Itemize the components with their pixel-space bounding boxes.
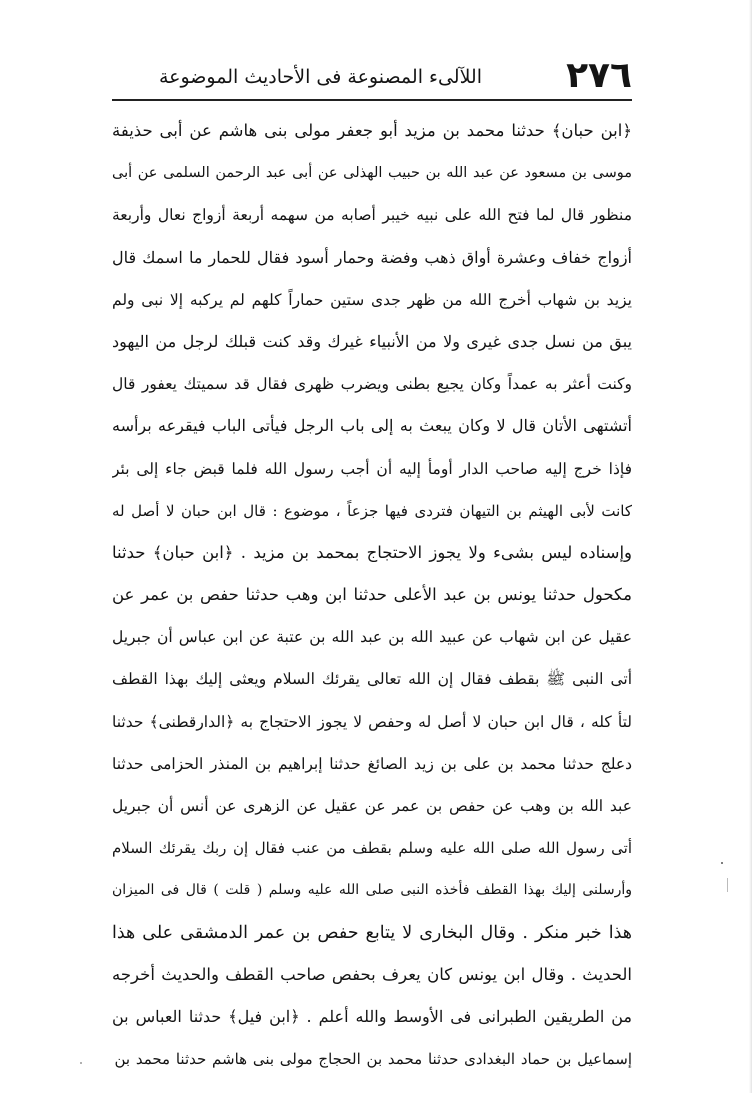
- text-line: مكحول حدثنا يونس بن عبد الأعلى حدثنا ابن وهب حدثنا حفص بن عمر عن: [112, 585, 632, 605]
- text-line: وكنت أعثر به عمداً وكان يجيع بطنى ويضرب ظهرى فقال قد سميتك يعفور قال: [112, 375, 632, 394]
- text-line: أتشتهى الأتان قال لا وكان يبعث به إلى باب الرجل فيأتى الباب فيقرعه برأسه: [112, 416, 632, 436]
- text-line: من الطريقين الطبرانى فى الأوسط والله أعلم . ﴿ابن فيل﴾ حدثنا العباس بن: [112, 1006, 632, 1026]
- scan-speck: [721, 862, 723, 864]
- text-line: وإسناده ليس بشىء ولا يجوز الاحتجاج بمحمد بن مزيد . ﴿ابن حبان﴾ حدثنا: [112, 542, 632, 562]
- scan-speck: [80, 1062, 82, 1064]
- text-line: الحديث . وقال ابن يونس كان يعرف بحفص صاحب القطف والحديث أخرجه: [112, 964, 632, 984]
- text-line: كانت لأبى الهيثم بن التيهان فتردى فيها جزعاً ، موضوع : قال ابن حبان لا أصل له: [112, 501, 632, 520]
- text-line: عبد الله بن وهب عن حفص بن عمر عن عقيل عن الزهرى عن أنس أن جبريل: [112, 797, 632, 815]
- text-line: منظور قال لما فتح الله على نبيه خيبر أصابه من سهمه أربعة أزواج نعال وأربعة: [112, 206, 632, 225]
- text-line: فإذا خرج إليه صاحب الدار أومأ إليه أن أجب رسول الله فلما قبض جاء إلى بئر: [112, 459, 632, 478]
- text-line: أتى النبى ﷺ بقطف فقال إن الله تعالى يقرئك السلام ويعثى إليك بهذا القطف: [112, 670, 632, 689]
- text-line: أتى رسول الله صلى الله عليه وسلم بقطف من عنب فقال إن ربك يقرئك السلام: [112, 839, 632, 858]
- text-line: يبق من نسل جدى غيرى ولا من الأنبياء غيرك وقد كنت قبلك لرجل من اليهود: [112, 331, 632, 351]
- page-header: [112, 56, 632, 100]
- body-text: [112, 110, 632, 1080]
- text-line: يزيد بن شهاب أخرج الله من ظهر جدى ستين حماراً كلهم لم يركبه إلا نبى ولم: [112, 290, 632, 309]
- text-line: هذا خبر منكر . وقال البخارى لا يتابع حفص بن عمر الدمشقى على هذا: [112, 922, 632, 943]
- text-line: وأرسلنى إليك بهذا القطف فأخذه النبى صلى الله عليه وسلم ( قلت ) قال فى الميزان: [112, 882, 632, 899]
- text-line: إسماعيل بن حماد البغدادى حدثنا محمد بن الحجاج مولى بنى هاشم حدثنا محمد بن: [114, 1050, 632, 1069]
- running-title: اللآلىء المصنوعة فى الأحاديث الموضوعة: [158, 66, 482, 88]
- text-line: أزواج خفاف وعشرة أواق ذهب وفضة وحمار أسود فقال للحمار ما اسمك قال: [112, 247, 632, 267]
- page-number: ٢٧٦: [566, 55, 632, 96]
- text-line: لتأ كله ، قال ابن حبان لا أصل له وحفص لا يجوز الاحتجاج به ﴿الدارقطنى﴾ حدثنا: [112, 712, 632, 731]
- scan-speck: [727, 878, 728, 892]
- text-line: ﴿ابن حبان﴾ حدثنا محمد بن مزيد أبو جعفر مولى بنى هاشم عن أبى حذيفة: [112, 121, 632, 140]
- text-line: موسى بن مسعود عن عبد الله بن حبيب الهذلى عن أبى عبد الرحمن السلمى عن أبى: [112, 165, 632, 182]
- header-rule: [112, 99, 632, 101]
- text-line: دعلج حدثنا محمد بن على بن زيد الصائغ حدثنا إبراهيم بن المنذر الحزامى حدثنا: [112, 754, 632, 773]
- text-line: عقيل عن ابن شهاب عن عبيد الله بن عبد الله بن عتبة عن ابن عباس أن جبريل: [112, 628, 632, 647]
